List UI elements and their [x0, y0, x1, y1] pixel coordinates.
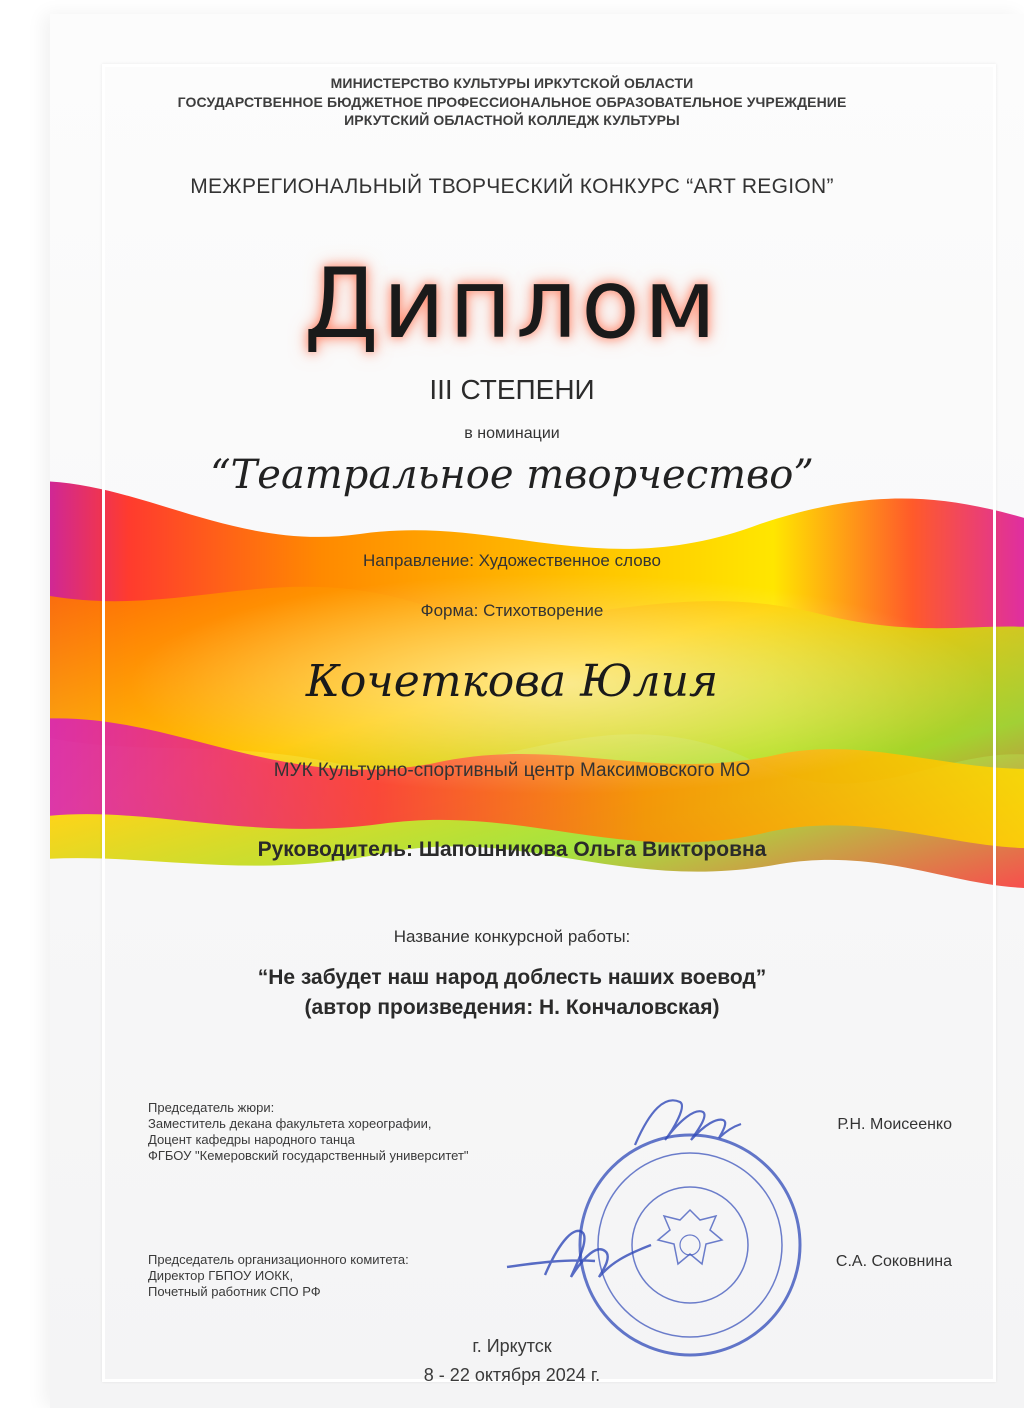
nomination-label: в номинации — [464, 425, 560, 442]
leader-text: Руководитель: Шапошникова Ольга Викторовна — [257, 838, 767, 861]
committee-chair-name: С.А. Соковнина — [835, 1253, 952, 1270]
institution-header: ГОСУДАРСТВЕННОЕ БЮДЖЕТНОЕ ПРОФЕССИОНАЛЬНОЕ ОБРАЗОВАТЕЛЬНОЕ УЧРЕЖДЕНИЕ — [177, 94, 847, 110]
college-header: ИРКУТСКИЙ ОБЛАСТНОЙ КОЛЛЕДЖ КУЛЬТУРЫ — [344, 112, 680, 128]
city-text: г. Иркутск — [472, 1336, 552, 1356]
diploma-title: Диплом — [303, 248, 721, 360]
jury-signature — [625, 1090, 745, 1160]
jury-line-4: ФГБОУ "Кемеровский государственный университет" — [148, 1148, 469, 1163]
jury-line-2: Заместитель декана факультета хореографии, — [148, 1116, 432, 1131]
committee-chair-block — [148, 1252, 409, 1300]
jury-chair-block — [148, 1100, 469, 1164]
work-label: Название конкурсной работы: — [393, 927, 631, 946]
nomination-name: “Театральное творчество” — [210, 452, 814, 498]
committee-line-1: Председатель организационного комитета: — [148, 1252, 409, 1267]
participant-name: Кочеткова Юлия — [305, 656, 719, 707]
committee-line-2: Директор ГБПОУ ИОКК, — [148, 1268, 294, 1283]
committee-signature — [505, 1215, 655, 1295]
direction-text: Направление: Художественное слово — [363, 551, 661, 570]
diploma-degree: III СТЕПЕНИ — [429, 374, 595, 405]
diploma-sheet — [50, 14, 1024, 1408]
ministry-header: МИНИСТЕРСТВО КУЛЬТУРЫ ИРКУТСКОЙ ОБЛАСТИ — [330, 75, 694, 91]
form-text: Форма: Стихотворение — [420, 601, 604, 620]
work-author: (автор произведения: Н. Кончаловская) — [304, 996, 720, 1019]
jury-chair-name: Р.Н. Моисеенко — [837, 1116, 952, 1133]
dates-text: 8 - 22 октября 2024 г. — [423, 1365, 601, 1385]
work-title: “Не забудет наш народ доблесть наших воевод” — [257, 966, 767, 989]
committee-line-3: Почетный работник СПО РФ — [148, 1284, 321, 1299]
organization-text: МУК Культурно-спортивный центр Максимовского МО — [273, 760, 751, 781]
jury-line-1: Председатель жюри: — [148, 1100, 275, 1115]
contest-name: МЕЖРЕГИОНАЛЬНЫЙ ТВОРЧЕСКИЙ КОНКУРС “ART REGION” — [190, 175, 834, 198]
jury-line-3: Доцент кафедры народного танца — [148, 1132, 355, 1147]
